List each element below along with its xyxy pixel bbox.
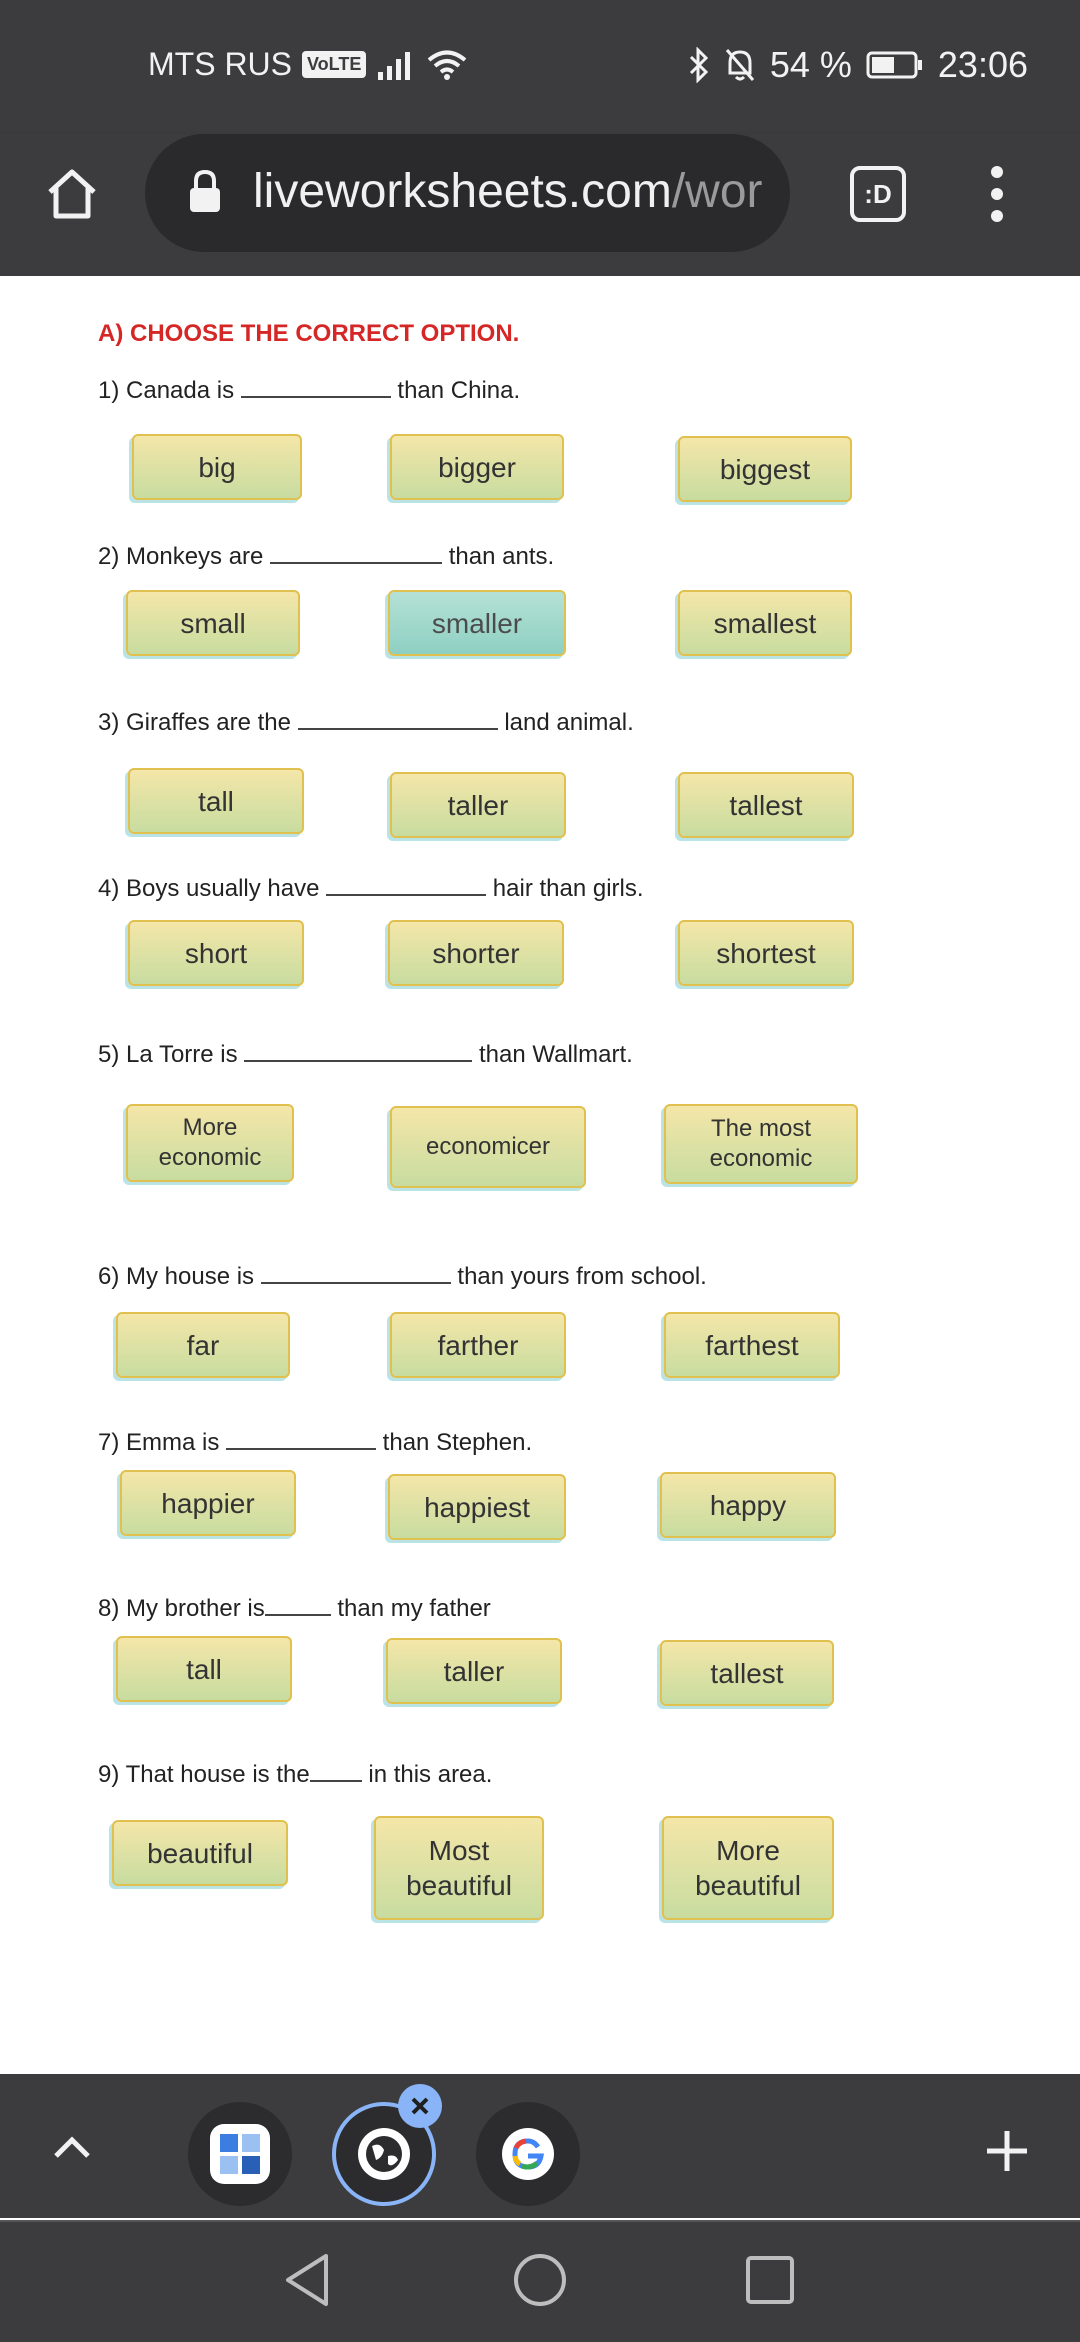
url-path: /wor bbox=[671, 165, 763, 218]
new-tab-icon[interactable] bbox=[984, 2128, 1030, 2174]
google-icon bbox=[500, 2126, 556, 2182]
option-button[interactable]: shorter bbox=[388, 920, 564, 986]
bluetooth-icon bbox=[688, 47, 710, 83]
close-tab-icon[interactable] bbox=[398, 2084, 442, 2128]
lock-icon bbox=[187, 168, 223, 216]
question-8: 8) My brother is than my father bbox=[98, 1595, 491, 1622]
option-button[interactable]: farther bbox=[390, 1312, 566, 1378]
option-button[interactable]: Most beautiful bbox=[374, 1816, 544, 1920]
option-button[interactable]: short bbox=[128, 920, 304, 986]
more-menu-icon[interactable] bbox=[982, 162, 1012, 226]
signal-icon bbox=[376, 50, 416, 80]
option-button[interactable]: tallest bbox=[660, 1640, 834, 1706]
chevron-up-icon[interactable] bbox=[50, 2132, 94, 2162]
address-bar[interactable] bbox=[145, 134, 790, 252]
option-button[interactable]: economicer bbox=[390, 1106, 586, 1188]
worksheet-title: A) CHOOSE THE CORRECT OPTION. bbox=[98, 320, 520, 347]
option-button[interactable]: biggest bbox=[678, 436, 852, 502]
bottom-tab-strip bbox=[0, 2074, 1080, 2218]
option-button[interactable]: happier bbox=[120, 1470, 296, 1536]
system-navigation-bar bbox=[0, 2220, 1080, 2342]
option-button[interactable]: smallest bbox=[678, 590, 852, 656]
home-nav-icon[interactable] bbox=[512, 2252, 568, 2308]
browser-toolbar bbox=[0, 134, 1080, 276]
wifi-icon bbox=[426, 49, 468, 81]
question-5: 5) La Torre is than Wallmart. bbox=[98, 1041, 633, 1068]
option-button[interactable]: far bbox=[116, 1312, 290, 1378]
question-4: 4) Boys usually have hair than girls. bbox=[98, 875, 644, 902]
option-button[interactable]: The most economic bbox=[664, 1104, 858, 1184]
globe-icon bbox=[356, 2126, 412, 2182]
battery-icon bbox=[866, 50, 924, 80]
back-icon[interactable] bbox=[282, 2252, 334, 2308]
question-1: 1) Canada is than China. bbox=[98, 377, 521, 404]
option-button[interactable]: tallest bbox=[678, 772, 854, 838]
question-3: 3) Giraffes are the land animal. bbox=[98, 709, 634, 736]
question-7: 7) Emma is than Stephen. bbox=[98, 1429, 533, 1456]
option-button[interactable]: happiest bbox=[388, 1474, 566, 1540]
question-6: 6) My house is than yours from school. bbox=[98, 1263, 707, 1290]
volte-badge: VoLTE bbox=[302, 51, 366, 78]
app-tab-icon bbox=[210, 2124, 270, 2184]
option-button[interactable]: shortest bbox=[678, 920, 854, 986]
recents-icon[interactable] bbox=[744, 2254, 796, 2306]
option-button[interactable]: small bbox=[126, 590, 300, 656]
url-domain: liveworksheets.com bbox=[253, 165, 672, 218]
option-button[interactable]: taller bbox=[386, 1638, 562, 1704]
clock: 23:06 bbox=[937, 44, 1028, 85]
tab-thumbnail[interactable] bbox=[188, 2102, 292, 2206]
option-button-selected[interactable]: smaller bbox=[388, 590, 566, 656]
question-9: 9) That house is the in this area. bbox=[98, 1761, 493, 1788]
option-button[interactable]: More beautiful bbox=[662, 1816, 834, 1920]
option-button[interactable]: happy bbox=[660, 1472, 836, 1538]
worksheet bbox=[0, 276, 1080, 2074]
bell-off-icon bbox=[724, 47, 756, 83]
option-button[interactable]: tall bbox=[128, 768, 304, 834]
option-button[interactable]: bigger bbox=[390, 434, 564, 500]
option-button[interactable]: taller bbox=[390, 772, 566, 838]
option-button[interactable]: farthest bbox=[664, 1312, 840, 1378]
option-button[interactable]: beautiful bbox=[112, 1820, 288, 1886]
carrier-label: MTS RUS bbox=[148, 46, 292, 82]
tab-thumbnail[interactable] bbox=[476, 2102, 580, 2206]
battery-percent: 54 % bbox=[769, 44, 852, 85]
option-button[interactable]: big bbox=[132, 434, 302, 500]
home-icon[interactable] bbox=[42, 164, 102, 224]
option-button[interactable]: tall bbox=[116, 1636, 292, 1702]
tab-switcher-button[interactable]: :D bbox=[850, 166, 906, 222]
question-2: 2) Monkeys are than ants. bbox=[98, 543, 555, 570]
option-button[interactable]: More economic bbox=[126, 1104, 294, 1182]
status-bar bbox=[0, 0, 1080, 134]
